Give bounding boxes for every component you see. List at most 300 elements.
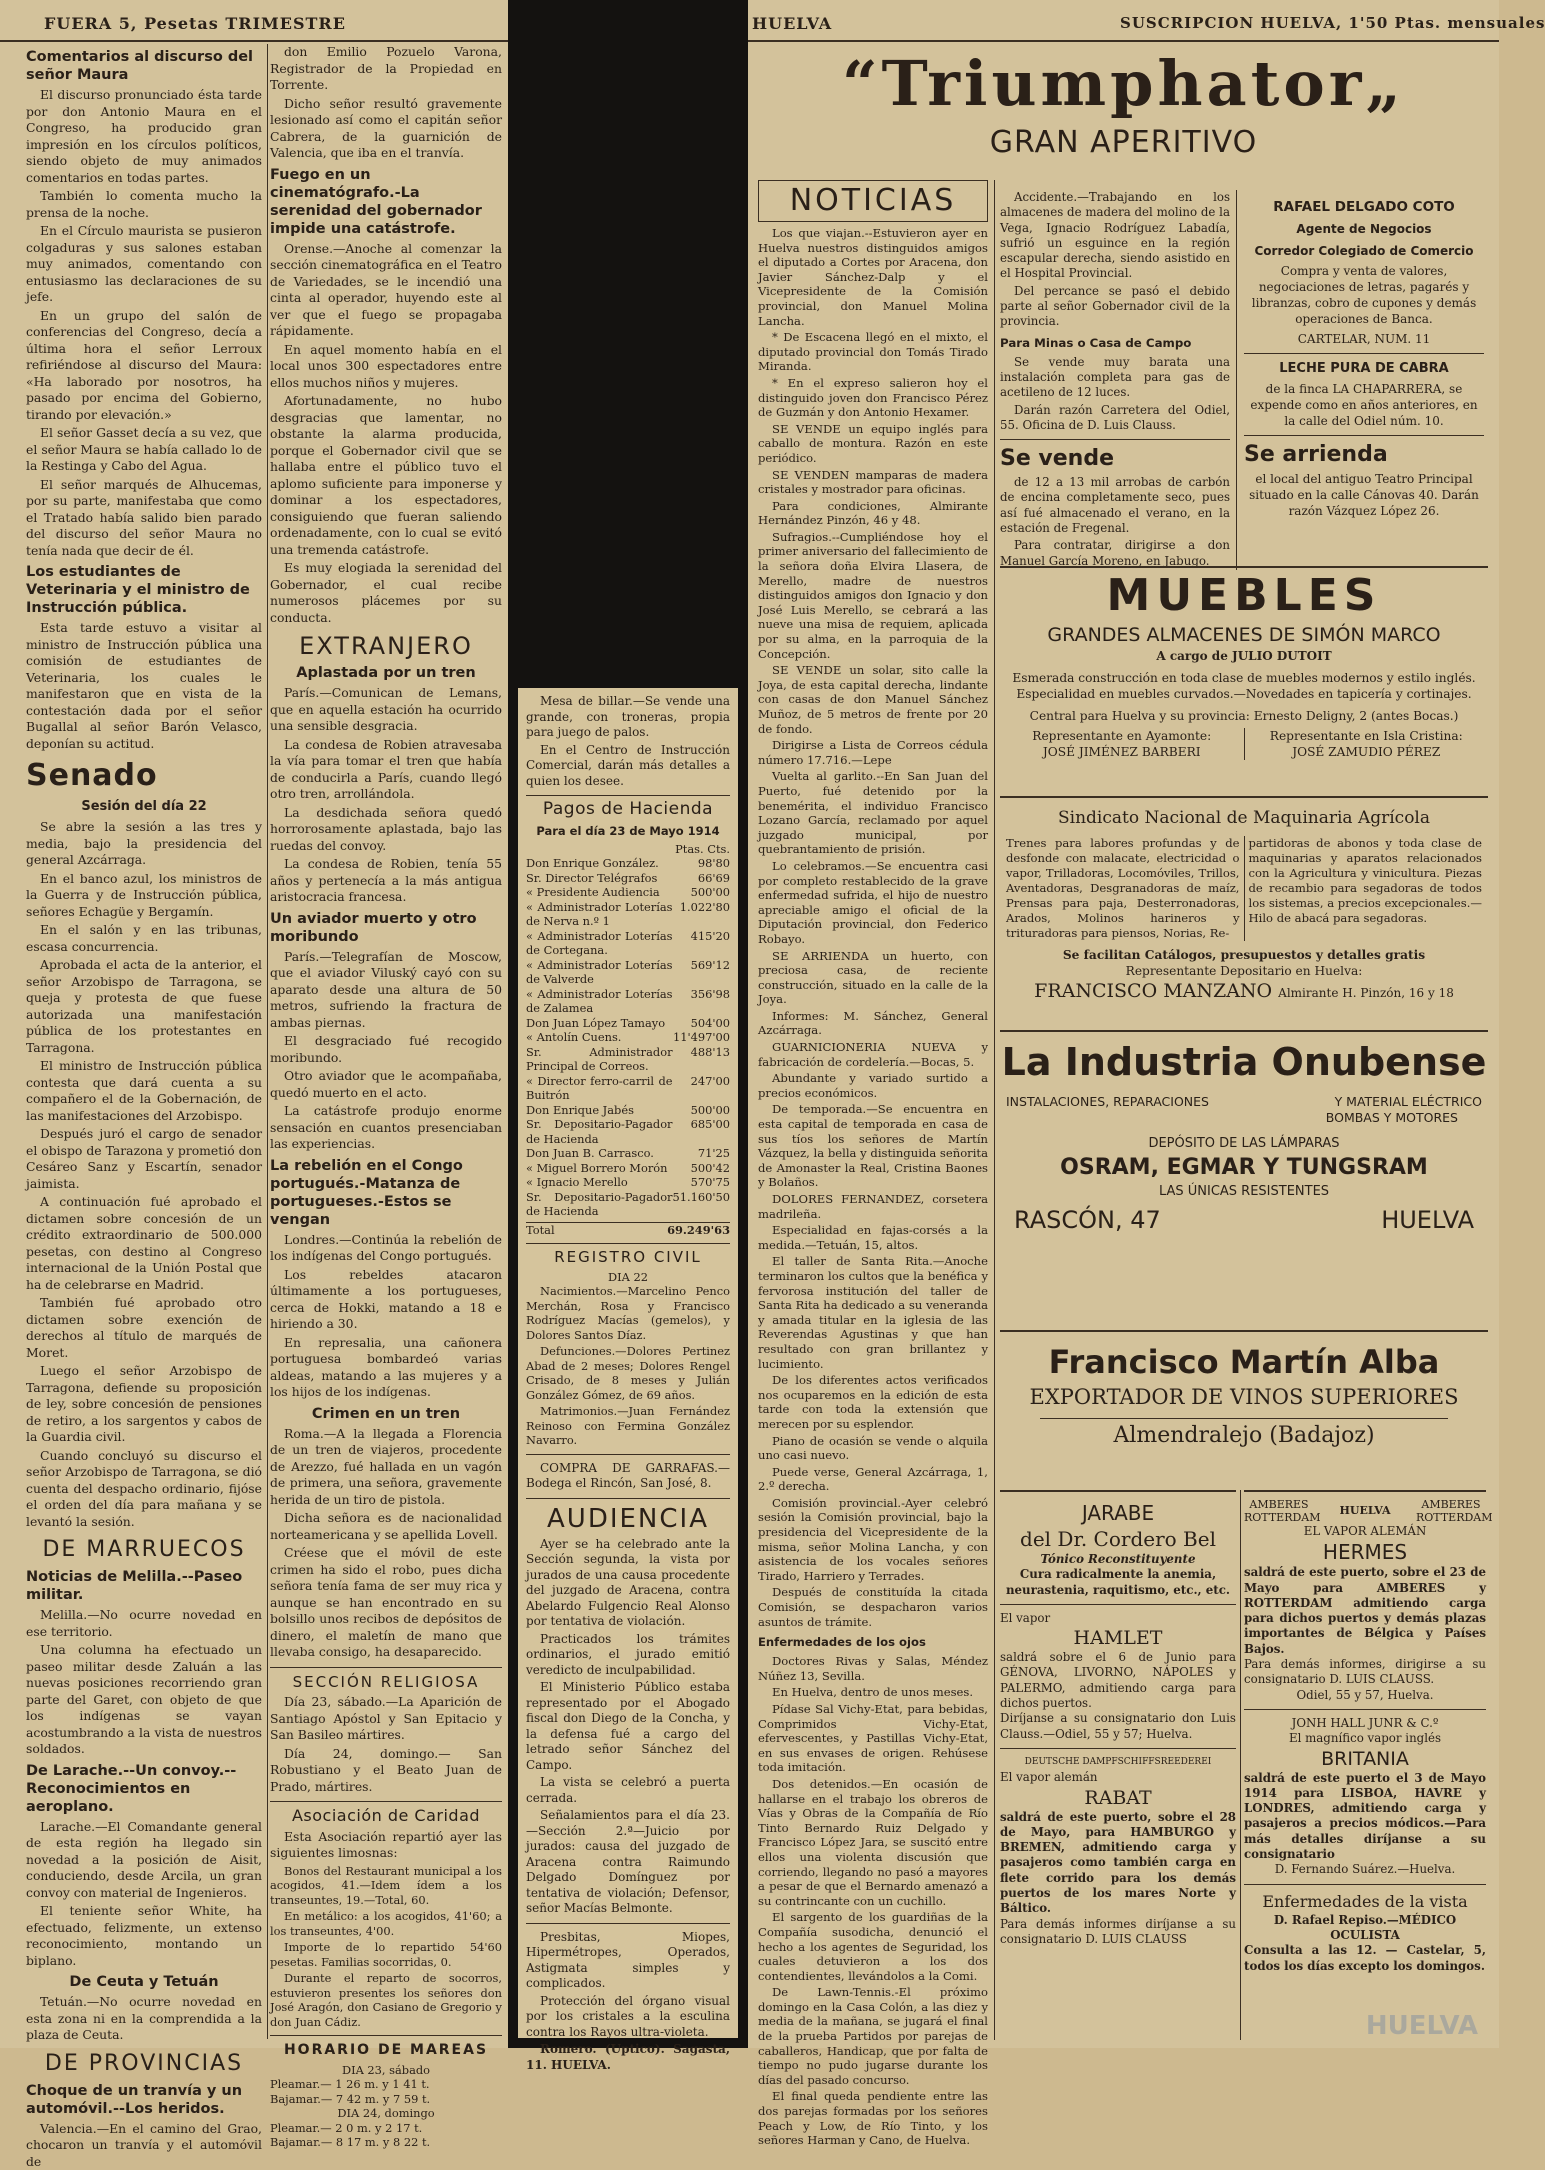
triumphator-ad <box>748 44 1499 174</box>
vapor-label: El vapor <box>1000 1611 1236 1626</box>
rep-address: Almirante H. Pinzón, 16 y 18 <box>1278 986 1454 1000</box>
paragraph: Dirigirse a Lista de Correos cédula número 17.716.—Lepe <box>758 738 988 767</box>
headline: Los estudiantes de Veterinaria y el ministro de Instrucción pública. <box>26 563 262 617</box>
subhead: Sesión del día 22 <box>26 798 262 816</box>
paragraph: La catástrofe produjo enorme sensación en cuantos presenciaban las experiencias. <box>270 1103 502 1153</box>
paragraph: Informes: M. Sánchez, General Azcárraga. <box>758 1009 988 1038</box>
pagos-payee: Don Juan B. Carrasco. <box>526 1146 673 1161</box>
pagos-amount: 500'00 <box>673 1103 730 1118</box>
paragraph: Se abre la sesión a las tres y media, bajo la presidencia del general Azcárraga. <box>26 819 262 869</box>
pagos-row <box>526 929 730 958</box>
sindicato-catalogs: Se facilitan Catálogos, presupuestos y detalles gratis <box>1000 947 1488 963</box>
pagos-row <box>526 871 730 886</box>
paragraph: París.—Telegrafían de Moscow, que el aviador Viluský cayó con su aparato desde una altura de 50 metros, sufriendo la fractura de ambas piernas. <box>270 949 502 1032</box>
paragraph: Dicha señora es de nacionalidad norteamericana y se apellida Lovell. <box>270 1510 502 1543</box>
sindicato-right: partidoras de abonos y toda clase de maquinarias y aparatos relacionados con la Agricultura y vinicultura. Piezas de recambio para segadoras de todos los sistemas, a precios excepcionales.—Hilo de abacá para segadoras. <box>1244 836 1483 941</box>
paragraph: El Ministerio Público estaba representado por el Abogado fiscal don Diego de la Concha, y la defensa fué a cargo del letrado señor Sánchez del Campo. <box>526 1680 730 1773</box>
britania-title: BRITANIA <box>1244 1747 1486 1771</box>
paragraph: Abundante y variado surtido a precios económicos. <box>758 1071 988 1100</box>
paragraph: Nacimientos.—Marcelino Penco Merchán, Rosa y Francisco Rodríguez Macías (gemelos), y Dolores Santos Díaz. <box>526 1284 730 1342</box>
headline: De Ceuta y Tetuán <box>26 1973 262 1991</box>
paragraph: COMPRA DE GARRAFAS.—Bodega el Rincón, San José, 8. <box>526 1461 730 1492</box>
muebles-central: Central para Huelva y su provincia: Ernesto Deligny, 2 (antes Bocas.) <box>1000 708 1488 724</box>
headline: De Larache.--Un convoy.--Reconocimientos en aeroplano. <box>26 1762 262 1816</box>
hamlet-contact: Diríjanse a su consignatario don Luis Clauss.—Odiel, 55 y 57; Huelva. <box>1000 1711 1236 1742</box>
paragraph: En el Círculo maurista se pusieron colgaduras y sus salones estaban muy animados, comentando con entusiasmo las declaraciones de su jefe. <box>26 223 262 306</box>
divider <box>526 1454 730 1455</box>
divider <box>526 1498 730 1499</box>
paragraph: * De Escacena llegó en el mixto, el diputado provincial don Tomás Tirado Miranda. <box>758 330 988 374</box>
section-title-senado: Senado <box>26 758 262 794</box>
headline: Enfermedades de los ojos <box>758 1633 988 1651</box>
subscription-city: HUELVA <box>752 14 832 33</box>
sindicato-rep-name <box>1000 979 1488 1005</box>
paragraph: Otro aviador que le acompañaba, quedó muerto en el acto. <box>270 1068 502 1101</box>
paragraph: Dos detenidos.—En ocasión de hallarse en el trabajo los obreros de Vías y Obras de la Compañía de Río Tinto Bernardo Ruiz Delgado y Francisco López Jara, se suscitó entre ellos una violenta discusión que corriendo, llegando no pasó a mayores a pesar de que el Bernardo amenazó a su contrincante con un cuchillo. <box>758 1777 988 1908</box>
divider <box>1244 435 1484 436</box>
pagos-amount: 500'42 <box>673 1161 730 1176</box>
martin-alba-ad <box>1000 1330 1488 1486</box>
paragraph: En metálico: a los acogidos, 41'60; a los transeuntes, 4'00. <box>270 1909 502 1938</box>
martin-sub: EXPORTADOR DE VINOS SUPERIORES <box>1000 1382 1488 1412</box>
paragraph: Los que viajan.--Estuvieron ayer en Huelva nuestros distinguidos amigos el diputado a Cortes por Aracena, don Javier Sánchez-Dalp y el Vicepresidente de la Comisión provincial, don Manuel Molina Lancha. <box>758 226 988 328</box>
hermes-title: HERMES <box>1244 1539 1486 1565</box>
pagos-payee: Sr. Depositario-Pagador de Hacienda <box>526 1117 673 1146</box>
jarabe-t3: Tónico Reconstituyente <box>1000 1552 1236 1567</box>
paragraph: don Emilio Pozuelo Varona, Registrador de la Propiedad en Torrente. <box>270 44 502 94</box>
pagos-amount: 504'00 <box>673 1016 730 1031</box>
pagos-amount: 11'497'00 <box>673 1030 730 1045</box>
pagos-amount: 356'98 <box>673 987 730 1016</box>
paragraph: El ministro de Instrucción pública contesta que dará cuenta a su compañero el de la Gobernación, de las manifestaciones del Arzobispo. <box>26 1058 262 1124</box>
headline: La rebelión en el Congo portugués.-Matanza de portugueses.-Estos se vengan <box>270 1157 502 1229</box>
paragraph: La condesa de Robien, tenía 55 años y pertenecía a la más antigua aristocracia francesa. <box>270 856 502 906</box>
hermes-aleman: EL VAPOR ALEMÁN <box>1244 1524 1486 1539</box>
hamlet-title: HAMLET <box>1000 1626 1236 1650</box>
column-rule <box>994 180 995 2040</box>
pagos-total <box>526 1222 730 1238</box>
rep-name: FRANCISCO MANZANO <box>1034 980 1272 1002</box>
paragraph: Darán razón Carretera del Odiel, 55. Oficina de D. Luis Clauss. <box>1000 403 1230 434</box>
pagos-payee: « Director ferro-carril de Buitrón <box>526 1074 673 1103</box>
paragraph: Practicados los trámites ordinarios, el jurado emitió veredicto de inculpabilidad. <box>526 1632 730 1679</box>
divider <box>526 1923 730 1924</box>
pagos-row <box>526 1074 730 1103</box>
rdc-name: RAFAEL DELGADO COTO <box>1244 198 1484 216</box>
column-1 <box>26 44 262 2039</box>
pagos-amount: 51.160'50 <box>673 1190 730 1219</box>
paragraph: El señor marqués de Alhucemas, por su parte, manifestaba que como el Tratado había salido bien parado del discurso del señor Maura no tenía nada que decir de él. <box>26 477 262 560</box>
section-title-marruecos: DE MARRUECOS <box>26 1536 262 1564</box>
paragraph: En represalia, una cañonera portuguesa bombardeó varias aldeas, matando a las mujeres y a los hijos de los indígenas. <box>270 1335 502 1401</box>
section-title-caridad: Asociación de Caridad <box>270 1808 502 1825</box>
headline: Aplastada por un tren <box>270 664 502 682</box>
paragraph: Para condiciones, Almirante Hernández Pinzón, 46 y 48. <box>758 499 988 528</box>
pagos-row <box>526 1146 730 1161</box>
tide-row: Bajamar.— 7 42 m. y 7 59 t. <box>270 2092 502 2107</box>
pagos-row <box>526 885 730 900</box>
paragraph: A continuación fué aprobado el dictamen sobre concesión de un crédito extraordinario de 500.000 pesetas, con destino al Congreso internacional de la Unión Postal que ha de celebrarse en Madrid. <box>26 1194 262 1293</box>
paragraph: Aprobada el acta de la anterior, el señor Arzobispo de Tarragona, se queja y protesta de que fuese autorizada una manifestación pública de los protestantes en Tarragona. <box>26 957 262 1056</box>
pagos-payee: « Antolín Cuens. <box>526 1030 673 1045</box>
column-4-top <box>1000 190 1230 570</box>
paragraph: Larache.—El Comandante general de esta región ha llegado sin novedad a la posición de Aisit, conduciendo, desde Arcila, un gran convoy con material de Ingenieros. <box>26 1819 262 1902</box>
rabat-text: saldrá de este puerto, sobre el 28 de Mayo, para HAMBURGO y BREMEN, admitiendo carga y pasajeros como también carga en flete corrido para los demás puertos de los mares Norte y Báltico. <box>1000 1810 1236 1917</box>
section-title-extranjero: EXTRANJERO <box>270 632 502 660</box>
route-mid: HUELVA <box>1339 1498 1390 1524</box>
paragraph: Londres.—Continúa la rebelión de los indígenas del Congo portugués. <box>270 1232 502 1265</box>
paragraph: SE VENDEN mamparas de madera cristales y mostrador para oficinas. <box>758 468 988 497</box>
hamlet-text: saldrá sobre el 6 de Junio para GÉNOVA, LIVORNO, NÁPOLES y PALERMO, admitiendo carga para dichos puertos. <box>1000 1650 1236 1711</box>
rep-label: Representante en Isla Cristina: <box>1245 728 1489 744</box>
pagos-row <box>526 958 730 987</box>
tide-row: Bajamar.— 8 17 m. y 8 22 t. <box>270 2135 502 2150</box>
route-left: AMBERES ROTTERDAM <box>1244 1498 1314 1524</box>
tide-row: Pleamar.— 2 0 m. y 2 17 t. <box>270 2121 502 2136</box>
pagos-amount: 247'00 <box>673 1074 730 1103</box>
paragraph: Valencia.—En el camino del Grao, chocaron un tranvía y el automóvil de <box>26 2121 262 2170</box>
section-title-mareas: HORARIO DE MAREAS <box>270 2042 502 2059</box>
britania-contact: D. Fernando Suárez.—Huelva. <box>1244 1862 1486 1877</box>
paragraph: Para contratar, dirigirse a don Manuel García Moreno, en Jabugo. <box>1000 538 1230 569</box>
paragraph: Los rebeldes atacaron últimamente a los portugueses, cerca de Hokki, matando a 18 e hiriendo a 30. <box>270 1267 502 1333</box>
column-noticias <box>758 180 988 2040</box>
divider <box>1244 1709 1486 1710</box>
paragraph: Esta Asociación repartió ayer las siguientes limosnas: <box>270 1829 502 1862</box>
paragraph: Después de constituída la citada Comisión, se despacharon varios asuntos de trámite. <box>758 1585 988 1629</box>
dampf-line: DEUTSCHE DAMPFSCHIFFSREEDEREI <box>1000 1755 1236 1770</box>
tide-day: DIA 23, sábado <box>270 2063 502 2078</box>
paragraph: Melilla.—No ocurre novedad en ese territorio. <box>26 1607 262 1640</box>
divider <box>1244 1884 1486 1885</box>
paragraph: El taller de Santa Rita.—Anoche terminaron los cultos que la benéfica y fervorosa institución del taller de Santa Rita ha dedicado a su veneranda y amada titular en la iglesia de las Reverendas Agustinas y que han resultado con gran brillantez y lucimiento. <box>758 1254 988 1371</box>
pagos-payee: « Administrador Loterías de Cortegana. <box>526 929 673 958</box>
paragraph: SE ARRIENDA un huerto, con preciosa casa, de reciente construcción, situado en la calle de la Joya. <box>758 949 988 1007</box>
pagos-row <box>526 1030 730 1045</box>
paragraph: Día 24, domingo.— San Robustiano y el Beato Juan de Prado, mártires. <box>270 1746 502 1796</box>
paragraph: de 12 a 13 mil arrobas de carbón de encina completamente seco, pues así fué almacenado el verano, en la estación de Fregenal. <box>1000 475 1230 536</box>
paragraph: Romero. (Uptico). Sagasta, 11. HUELVA. <box>526 2042 730 2073</box>
paragraph: Matrimonios.—Juan Fernández Reinoso con Fermina González Navarro. <box>526 1404 730 1448</box>
rabat-title: RABAT <box>1000 1786 1236 1810</box>
section-title-pagos: Pagos de Hacienda <box>526 802 730 818</box>
aleman-label: El vapor alemán <box>1000 1770 1236 1785</box>
industria-l1: INSTALACIONES, REPARACIONES <box>1006 1094 1209 1110</box>
paragraph: En el Centro de Instrucción Comercial, darán más detalles a quien los desee. <box>526 743 730 790</box>
paragraph: La vista se celebró a puerta cerrada. <box>526 1775 730 1806</box>
paragraph: SE VENDE un equipo inglés para caballo de montura. Razón en este periódico. <box>758 422 988 466</box>
paragraph: GUARNICIONERIA NUEVA y fabricación de cordelería.—Bocas, 5. <box>758 1040 988 1069</box>
pagos-payee: Don Enrique Jabés <box>526 1103 673 1118</box>
paragraph: Accidente.—Trabajando en los almacenes de madera del molino de la Vega, Ignacio Rodríguez Labadía, sufrió un esguince en la región escapular derecha, siendo asistido en el Hospital Provincial. <box>1000 190 1230 282</box>
paragraph: Sufragios.--Cumpliéndose hoy el primer aniversario del fallecimiento de la señora doña Elvira Llasera, de Merello, madre de nuestros distinguidos amigos don Ignacio y don José Luis Merello, se cebrará a las nueve una misa de requiem, aplicada por su alma, en la parroquia de la Concepción. <box>758 530 988 661</box>
paragraph: También fué aprobado otro dictamen sobre exención de derechos al título de marqués de Moret. <box>26 1295 262 1361</box>
paragraph: Puede verse, General Azcárraga, 1, 2.º derecha. <box>758 1465 988 1494</box>
rep-name: JOSÉ ZAMUDIO PÉREZ <box>1245 744 1489 760</box>
divider <box>1244 353 1484 354</box>
paragraph: También lo comenta mucho la prensa de la noche. <box>26 188 262 221</box>
industria-line <box>1006 1094 1482 1110</box>
paragraph: La desdichada señora quedó horrorosamente aplastada, bajo las ruedas del convoy. <box>270 805 502 855</box>
jarabe-t1: JARABE <box>1000 1500 1236 1526</box>
se-vende-title: Se vende <box>1000 446 1230 472</box>
paragraph: Tetuán.—No ocurre novedad en esta zona ni en la comprendida a la plaza de Ceuta. <box>26 1994 262 2044</box>
pagos-table <box>526 856 730 1219</box>
industria-l7: RASCÓN, 47 <box>1014 1212 1161 1228</box>
rdc-title: Agente de Negocios <box>1244 220 1484 238</box>
paragraph: El teniente señor White, ha efectuado, felizmente, un extenso reconocimiento, montando un biplano. <box>26 1903 262 1969</box>
pagos-row <box>526 1045 730 1074</box>
pagos-amount: 71'25 <box>673 1146 730 1161</box>
martin-place: Almendralejo (Badajoz) <box>1040 1418 1448 1453</box>
pagos-row <box>526 900 730 929</box>
pagos-row <box>526 1117 730 1146</box>
sindicato-ad <box>1000 796 1488 1028</box>
pagos-payee: Sr. Director Telégrafos <box>526 871 673 886</box>
headline: Choque de un tranvía y un automóvil.--Los heridos. <box>26 2082 262 2118</box>
column-rule <box>1240 1490 1241 2040</box>
headline: Un aviador muerto y otro moribundo <box>270 910 502 946</box>
section-title-provincias: DE PROVINCIAS <box>26 2050 262 2078</box>
pagos-payee: « Miguel Borrero Morón <box>526 1161 673 1176</box>
pagos-row <box>526 1161 730 1176</box>
headline: Para Minas o Casa de Campo <box>1000 334 1230 352</box>
hermes-text: saldrá de este puerto, sobre el 23 de Mayo para AMBERES y ROTTERDAM admitiendo carga para dichos puertos y demás plazas importantes de Bélgica y Países Bajos. <box>1244 1565 1486 1657</box>
hermes-addr: Odiel, 55 y 57, Huelva. <box>1244 1688 1486 1703</box>
sindicato-title: Sindicato Nacional de Maquinaria Agrícola <box>1000 806 1488 830</box>
paragraph: Protección del órgano visual por los cristales a la esculina contra los Rayos ultra-violeta. <box>526 1994 730 2041</box>
divider <box>1000 1604 1236 1605</box>
jonh-hall: JONH HALL JUNR & C.º <box>1244 1716 1486 1731</box>
paragraph: Vuelta al garlito.--En San Juan del Puerto, fué detenido por la benemérita, el individuo Francisco Lozano García, reclamado por aquel juzgado municipal, por quebrantamiento de prisión. <box>758 769 988 857</box>
paragraph: Ayer se ha celebrado ante la Sección segunda, la vista por jurados de una causa procedente del juzgado de Aracena, contra Abelardo Fulgencio Real Alonso por tentativa de violación. <box>526 1537 730 1630</box>
muebles-sub: GRANDES ALMACENES DE SIMÓN MARCO <box>1000 622 1488 648</box>
rep-label: Representante en Ayamonte: <box>1000 728 1244 744</box>
paragraph: El final queda pendiente entre las dos parejas formadas por los señores Peach y Low, de Río Tinto, y los señores Harman y Cano, de Huelva. <box>758 2089 988 2147</box>
industria-title: La Industria Onubense <box>1000 1038 1488 1086</box>
pagos-payee: « Ignacio Merello <box>526 1175 673 1190</box>
paragraph: Señalamientos para el día 23.—Sección 2.ª—Juicio por jurados: causa del juzgado de Aracena contra Raimundo Delgado Domínguez por tentativa de violación; Defensor, señor Macías Belmonte. <box>526 1808 730 1917</box>
paragraph: * En el expreso salieron hoy el distinguido joven don Francisco Pérez de Guzmán y don Antonio Hexamer. <box>758 376 988 420</box>
paragraph: Afortunadamente, no hubo desgracias que lamentar, no obstante la alarma producida, porque el Gobernador civil que se hallaba entre el público tuvo el aplomo suficiente para imponerse y dominar a los espectadores, consiguiendo que fueran saliendo ordenadamente, con lo cual se evitó una tremenda catástrofe. <box>270 393 502 558</box>
paragraph: Durante el reparto de socorros, estuvieron presentes los señores don José Aragón, don Casiano de Gregorio y don Juan Cádiz. <box>270 1971 502 2029</box>
industria-l2: Y MATERIAL ELÉCTRICO <box>1335 1094 1482 1110</box>
watermark-logo: HUELVA <box>1366 2019 1478 2034</box>
pagos-row <box>526 1016 730 1031</box>
paragraph: Esta tarde estuvo a visitar al ministro de Instrucción pública una comisión de estudiantes de Veterinaria, los cuales le manifestaron que en vista de la contestación dada por el señor Bugallal al señor Barón Velasco, deponían su actitud. <box>26 620 262 752</box>
paragraph: En un grupo del salón de conferencias del Congreso, decía a última hora el señor Lerroux refiriéndose al discurso del Maura: «Ha laborado por nosotros, ha pasado por encima del Gobierno, tirando por elevación.» <box>26 308 262 424</box>
paragraph: El discurso pronunciado ésta tarde por don Antonio Maura en el Congreso, ha producido gran impresión en los círculos políticos, siendo objeto de muy animados comentarios en todas partes. <box>26 87 262 186</box>
vista-hours: Consulta a las 12. — Castelar, 5, todos los días excepto los domingos. <box>1244 1943 1486 1974</box>
paragraph: En el salón y en las tribunas, escasa concurrencia. <box>26 922 262 955</box>
paragraph: Cuando concluyó su discurso el señor Arzobispo de Tarragona, se dió cuenta del despacho ordinario, fijóse el orden del día para mañana y se levantó la sesión. <box>26 1448 262 1531</box>
registro-day: DIA 22 <box>526 1270 730 1285</box>
triumphator-title: “Triumphator„ <box>748 44 1499 124</box>
paragraph: La condesa de Robien atravesaba la vía para tomar el tren que había de conducirla a París, cuando llegó otro tren, arrollándola. <box>270 737 502 803</box>
hermes-contact: Para demás informes, dirigirse a su consignatario D. LUIS CLAUSS. <box>1244 1657 1486 1688</box>
britania-text: saldrá de este puerto el 3 de Mayo 1914 para LISBOA, HAVRE y LONDRES, admitiendo carga y pasajeros a precios módicos.—Para más detalles diríjanse a su consignatario <box>1244 1771 1486 1863</box>
paragraph: De temporada.—Se encuentra en esta capital de temporada en casa de sus tíos los señores de Martín Vázquez, la bella y distinguida señorita de Amonaster la Real, Cristina Baones y Bolaños. <box>758 1102 988 1190</box>
pagos-amount: 685'00 <box>673 1117 730 1146</box>
paragraph: Piano de ocasión se vende o alquila uno casi nuevo. <box>758 1434 988 1463</box>
route-right: AMBERES ROTTERDAM <box>1416 1498 1486 1524</box>
pagos-amount: 569'12 <box>673 958 730 987</box>
paragraph: Roma.—A la llegada a Florencia de un tren de viajeros, procedente de Arezzo, fué hallada en un vagón de primera, una señora, gravemente herida de un tiro de pistola. <box>270 1426 502 1509</box>
section-title-noticias: NOTICIAS <box>758 180 988 222</box>
paragraph: SE VENDE un solar, sito calle la Joya, de esta capital derecha, lindante con casas de don Manuel Sánchez Muñoz, de 5 metros de frente por 20 de fondo. <box>758 663 988 736</box>
paragraph: En el banco azul, los ministros de la Guerra y de Instrucción pública, señores Echagüe y Bergamín. <box>26 871 262 921</box>
muebles-desc: Esmerada construcción en toda clase de muebles modernos y estilo inglés. Especialidad en muebles curvados.—Novedades en tapicería y cortinajes. <box>1008 670 1480 702</box>
vista-title: Enfermedades de la vista <box>1244 1891 1486 1913</box>
britania-label: El magnífico vapor inglés <box>1244 1731 1486 1746</box>
jarabe-t2: del Dr. Cordero Bel <box>1000 1526 1236 1552</box>
divider <box>270 2035 502 2036</box>
pagos-payee: Don Enrique González. <box>526 856 673 871</box>
pagos-date: Para el día 23 de Mayo 1914 <box>526 822 730 840</box>
paragraph: Compra y venta de valores, negociaciones de letras, pagarés y libranzas, cobro de cupones y demás operaciones de Banca. <box>1244 263 1484 327</box>
subscription-huelva: SUSCRIPCION HUELVA, 1'50 Ptas. mensuales <box>1120 14 1545 32</box>
column-rule <box>267 44 268 2039</box>
column-2 <box>270 44 502 2039</box>
se-arrienda-title: Se arrienda <box>1244 442 1484 468</box>
pagos-amount: 488'13 <box>673 1045 730 1074</box>
paragraph: Pídase Sal Vichy-Etat, para bebidas, Comprimidos Vichy-Etat, efervescentes, y Pastillas Vichy-Etat, en sus envases de origen. Rehúsese toda imitación. <box>758 1702 988 1775</box>
pagos-payee: « Administrador Loterías de Nerva n.º 1 <box>526 900 673 929</box>
pagos-amount: 1.022'80 <box>673 900 730 929</box>
paragraph: Después juró el cargo de senador el obispo de Tarazona y prometió don Cesáreo Sanz y Escartín, senador jaimista. <box>26 1126 262 1192</box>
paragraph: de la finca LA CHAPARRERA, se expende como en años anteriores, en la calle del Odiel núm. 10. <box>1244 381 1484 429</box>
industria-l3: BOMBAS Y MOTORES <box>1030 1110 1458 1126</box>
section-title-registro: REGISTRO CIVIL <box>526 1250 730 1266</box>
paragraph: Mesa de billar.—Se vende una grande, con troneras, propia para juego de palos. <box>526 694 730 741</box>
section-title-religiosa: SECCIÓN RELIGIOSA <box>270 1674 502 1691</box>
triumphator-sub: GRAN APERITIVO <box>748 124 1499 162</box>
muebles-ad <box>1000 566 1488 786</box>
paragraph: Defunciones.—Dolores Pertinez Abad de 2 meses; Dolores Rengel Crisado, de 8 meses y Julián González Gómez, de 69 años. <box>526 1344 730 1402</box>
rep-name: JOSÉ JIMÉNEZ BARBERI <box>1000 744 1244 760</box>
industria-ad <box>1000 1030 1488 1326</box>
muebles-sub2: A cargo de JULIO DUTOIT <box>1000 648 1488 664</box>
paragraph: Importe de lo repartido 54'60 pesetas. Familias socorridas, 0. <box>270 1940 502 1969</box>
subscription-outside: FUERA 5, Pesetas TRIMESTRE <box>44 14 346 33</box>
muebles-title: MUEBLES <box>1000 570 1488 622</box>
tide-row: Pleamar.— 1 26 m. y 1 41 t. <box>270 2077 502 2092</box>
pagos-payee: Sr. Administrador Principal de Correos. <box>526 1045 673 1074</box>
rabat-contact: Para demás informes diríjanse a su consignatario D. LUIS CLAUSS <box>1000 1917 1236 1948</box>
total-amount: 69.249'63 <box>590 1222 730 1237</box>
paragraph: De los diferentes actos verificados nos ocuparemos en la edición de esta tarde con toda la extensión que merecen por su esplendor. <box>758 1373 988 1431</box>
divider <box>526 1243 730 1244</box>
paragraph: En Huelva, dentro de unos meses. <box>758 1685 988 1700</box>
pagos-amount: 98'80 <box>673 856 730 871</box>
paragraph: El sargento de los guardiñas de la Compañía susodicha, denunció el hecho a los agentes de Seguridad, los cuales detuvieron a los dos contendientes, llevándolos a la Comi. <box>758 1910 988 1983</box>
pagos-amount: 500'00 <box>673 885 730 900</box>
headline: Fuego en un cinematógrafo.-La serenidad del gobernador impide una catástrofe. <box>270 166 502 238</box>
masthead-bar <box>0 0 1499 42</box>
pagos-unit: Ptas. Cts. <box>526 842 730 857</box>
paragraph: Presbitas, Miopes, Hipermétropes, Operados, Astigmata simples y complicados. <box>526 1930 730 1992</box>
pagos-payee: Sr. Depositario-Pagador de Hacienda <box>526 1190 673 1219</box>
section-title-audiencia: AUDIENCIA <box>526 1505 730 1533</box>
industria-l4: DEPÓSITO DE LAS LÁMPARAS <box>1000 1136 1488 1152</box>
headline: Noticias de Melilla.--Paseo militar. <box>26 1568 262 1604</box>
paragraph: Especialidad en fajas-corsés a la medida.—Tetuán, 15, altos. <box>758 1223 988 1252</box>
paragraph: Bonos del Restaurant municipal a los acogidos, 41.—Idem ídem a los transeuntes, 19.—Total, 60. <box>270 1864 502 1908</box>
pagos-payee: « Administrador Loterías de Valverde <box>526 958 673 987</box>
divider <box>1000 439 1230 440</box>
industria-l6: LAS ÚNICAS RESISTENTES <box>1000 1184 1488 1200</box>
headline: Comentarios al discurso del señor Maura <box>26 48 262 84</box>
pagos-row <box>526 856 730 871</box>
paragraph: El desgraciado fué recogido moribundo. <box>270 1033 502 1066</box>
column-rule <box>1236 190 1237 570</box>
paragraph: París.—Comunican de Lemans, que en aquella estación ha ocurrido una sensible desgracia. <box>270 685 502 735</box>
pagos-row <box>526 1175 730 1190</box>
pagos-payee: « Administrador Loterías de Zalamea <box>526 987 673 1016</box>
pagos-amount: 415'20 <box>673 929 730 958</box>
paragraph: De Lawn-Tennis.-El próximo domingo en la Casa Colón, a las diez y media de la mañana, se jugará el final de la prueba Partidos por parejas de caballeros, Handicap, que por falta de tiempo no pudo jugarse durante los días del pasado concurso. <box>758 1985 988 2087</box>
hermes-routes <box>1244 1498 1486 1524</box>
pagos-payee: Don Juan López Tamayo <box>526 1016 673 1031</box>
paragraph: Es muy elogiada la serenidad del Gobernador, el cual recibe numerosos plácemes por su conducta. <box>270 560 502 626</box>
industria-l8: HUELVA <box>1381 1212 1474 1228</box>
paragraph: Dicho señor resultó gravemente lesionado así como el capitán señor Cabrera, de la guarnición de Valencia, que iba en el tranvía. <box>270 96 502 162</box>
pagos-row <box>526 987 730 1016</box>
divider <box>526 795 730 796</box>
column-5-top <box>1244 194 1484 570</box>
paragraph: Día 23, sábado.—La Aparición de Santiago Apóstol y San Epitacio y San Basileo mártires. <box>270 1694 502 1744</box>
divider <box>270 1801 502 1802</box>
leche-title: LECHE PURA DE CABRA <box>1244 360 1484 378</box>
paragraph: Luego el señor Arzobispo de Tarragona, defiende su proposición de ley, sobre concesión de pensiones de retiro, a los sargentos y cabos de la Guardia civil. <box>26 1363 262 1446</box>
headline: Crimen en un tren <box>270 1405 502 1423</box>
jarabe-column <box>1000 1490 1236 2040</box>
total-label: Total <box>526 1222 590 1237</box>
pagos-amount: 570'75 <box>673 1175 730 1190</box>
sindicato-body <box>1006 836 1482 941</box>
paragraph: Lo celebramos.—Se encuentra casi por completo restablecido de la grave enfermedad sufrida, el hijo de nuestro apreciable amigo el oficial de la Diputación provincial, don Federico Robayo. <box>758 859 988 947</box>
sindicato-rep: Representante Depositario en Huelva: <box>1000 963 1488 979</box>
pagos-payee: « Presidente Audiencia <box>526 885 673 900</box>
industria-l5: OSRAM, EGMAR Y TUNGSRAM <box>1000 1152 1488 1184</box>
divider <box>270 1667 502 1668</box>
paragraph: En aquel momento había en el local unos 300 espectadores entre ellos muchos niños y mujeres. <box>270 342 502 392</box>
paragraph: El señor Gasset decía a su vez, que el señor Maura se había callado lo de la Restinga y Cabo del Agua. <box>26 425 262 475</box>
column-middle <box>518 688 738 2038</box>
pagos-row <box>526 1103 730 1118</box>
pagos-amount: 66'69 <box>673 871 730 886</box>
paragraph: Créese que el móvil de este crimen ha sido el robo, pues dicha señora tenía fama de ser muy rica y aunque se han encontrado en su bolsillo unos recibos de depósitos de dinero, el maletín de mano que llevaba consigo, ha desaparecido. <box>270 1545 502 1661</box>
vista-doctor: D. Rafael Repiso.—MÉDICO OCULISTA <box>1244 1913 1486 1944</box>
industria-address <box>1014 1212 1474 1228</box>
tide-day: DIA 24, domingo <box>270 2106 502 2121</box>
paragraph: Doctores Rivas y Salas, Méndez Núñez 13, Sevilla. <box>758 1654 988 1683</box>
divider <box>1000 1748 1236 1749</box>
sindicato-left: Trenes para labores profundas y de desfonde con malacate, electricidad o vapor, Trilladoras, Locomóviles, Trillos, Aventadoras, Desgranadoras de maíz, Prensas para paja, Desterronadoras, Arados, Molinos harineros y trituradoras para piensos, Norias, Re- <box>1006 836 1244 941</box>
jarabe-t4: Cura radicalmente la anemia, neurastenia, raquitismo, etc., etc. <box>1000 1567 1236 1598</box>
paragraph: Orense.—Anoche al comenzar la sección cinematográfica en el Teatro de Variedades, se le incendió una cinta al operador, huyendo este al ver que el fuego se propagaba rápidamente. <box>270 241 502 340</box>
paragraph: Una columna ha efectuado un paseo militar desde Zaluán a las nuevas posiciones recorriendo gran parte del Garet, con objeto de que los indígenas se vayan acostumbrando a la vista de nuestros soldados. <box>26 1642 262 1758</box>
paragraph: Del percance se pasó el debido parte al señor Gobernador civil de la provincia. <box>1000 284 1230 330</box>
paragraph: Se vende muy barata una instalación completa para gas de acetileno de 12 luces. <box>1000 355 1230 401</box>
rdc-title2: Corredor Colegiado de Comercio <box>1244 242 1484 260</box>
paragraph: Comisión provincial.-Ayer celebró sesión la Comisión provincial, bajo la presidencia del Vicepresidente de la misma, señor Molina Lancha, y con asistencia de los vocales señores Tirado, Harriero y Terrades. <box>758 1496 988 1584</box>
pagos-row <box>526 1190 730 1219</box>
paragraph: DOLORES FERNANDEZ, corsetera madrileña. <box>758 1192 988 1221</box>
martin-title: Francisco Martín Alba <box>1000 1342 1488 1382</box>
paragraph: el local del antiguo Teatro Principal situado en la calle Cánovas 40. Darán razón Vázquez López 26. <box>1244 471 1484 519</box>
rdc-address: CARTELAR, NUM. 11 <box>1244 331 1484 347</box>
